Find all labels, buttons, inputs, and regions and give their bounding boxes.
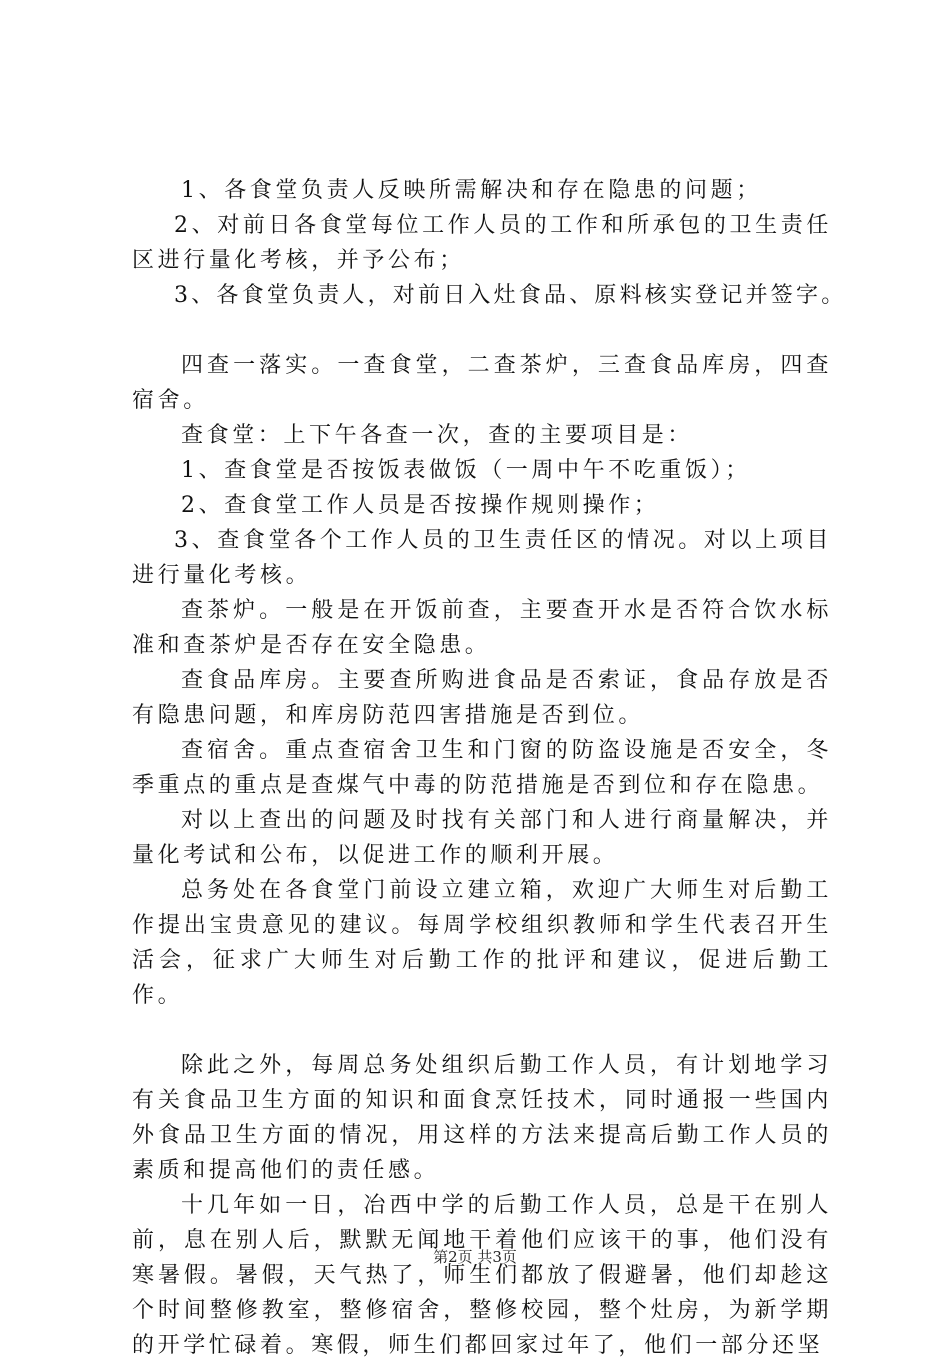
paragraph-check-storeroom: 查食品库房。主要查所购进食品是否索证，食品存放是否有隐患问题，和库房防范四害措施是否到位。: [132, 668, 832, 728]
paragraph-check-item-1: 1、查食堂是否按饭表做饭（一周中午不吃重饭）；: [181, 458, 751, 483]
paragraph-spacer: [132, 1013, 832, 1048]
paragraph-item-1: 1、各食堂负责人反映所需解决和存在隐患的问题；: [181, 178, 762, 203]
paragraph-training: 除此之外，每周总务处组织后勤工作人员，有计划地学习有关食品卫生方面的知识和面食烹饪技术，同时通报一些国内外食品卫生方面的情况，用这样的方法来提高后勤工作人员的素质和提高他们的责任感。: [132, 1053, 832, 1183]
paragraph-dedication: 十几年如一日，冶西中学的后勤工作人员，总是干在别人前，息在别人后，默默无闻地干着他们应该干的事，他们没有寒暑假。暑假，天气热了，师生们都放了假避暑，他们却趁这个时间整修教室，整修宿舍，整修校园，整个灶房，为新学期的开学忙碌着。寒假，师生们都回家过年了，他们一部分还坚: [132, 1193, 832, 1358]
paragraph-suggestion-box: 总务处在各食堂门前设立建立箱，欢迎广大师生对后勤工作提出宝贵意见的建议。每周学校组织教师和学生代表召开生活会，征求广大师生对后勤工作的批评和建议，促进后勤工作。: [132, 878, 832, 1008]
paragraph-check-canteen: 查食堂：上下午各查一次，查的主要项目是：: [181, 423, 694, 448]
paragraph-check-item-2: 2、查食堂工作人员是否按操作规则操作；: [181, 493, 660, 518]
page-number-footer: 第2页 共3页: [433, 1248, 517, 1266]
paragraph-item-3: 3、各食堂负责人，对前日入灶食品、原料核实登记并签字。: [174, 283, 847, 308]
paragraph-resolve-issues: 对以上查出的问题及时找有关部门和人进行商量解决，并量化考试和公布，以促进工作的顺利开展。: [132, 808, 832, 868]
paragraph-spacer: [132, 313, 832, 348]
paragraph-item-2: 2、对前日各食堂每位工作人员的工作和所承包的卫生责任区进行量化考核，并予公布；: [132, 213, 832, 273]
paragraph-check-dormitory: 查宿舍。重点查宿舍卫生和门窗的防盗设施是否安全，冬季重点的重点是查煤气中毒的防范措施是否到位和存在隐患。: [132, 738, 832, 798]
paragraph-check-item-3: 3、查食堂各个工作人员的卫生责任区的情况。对以上项目进行量化考核。: [132, 528, 832, 588]
document-body: [132, 173, 847, 1363]
paragraph-four-checks: 四查一落实。一查食堂，二查茶炉，三查食品库房，四查宿舍。: [132, 353, 832, 413]
paragraph-check-boiler: 查茶炉。一般是在开饭前查，主要查开水是否符合饮水标准和查茶炉是否存在安全隐患。: [132, 598, 832, 658]
